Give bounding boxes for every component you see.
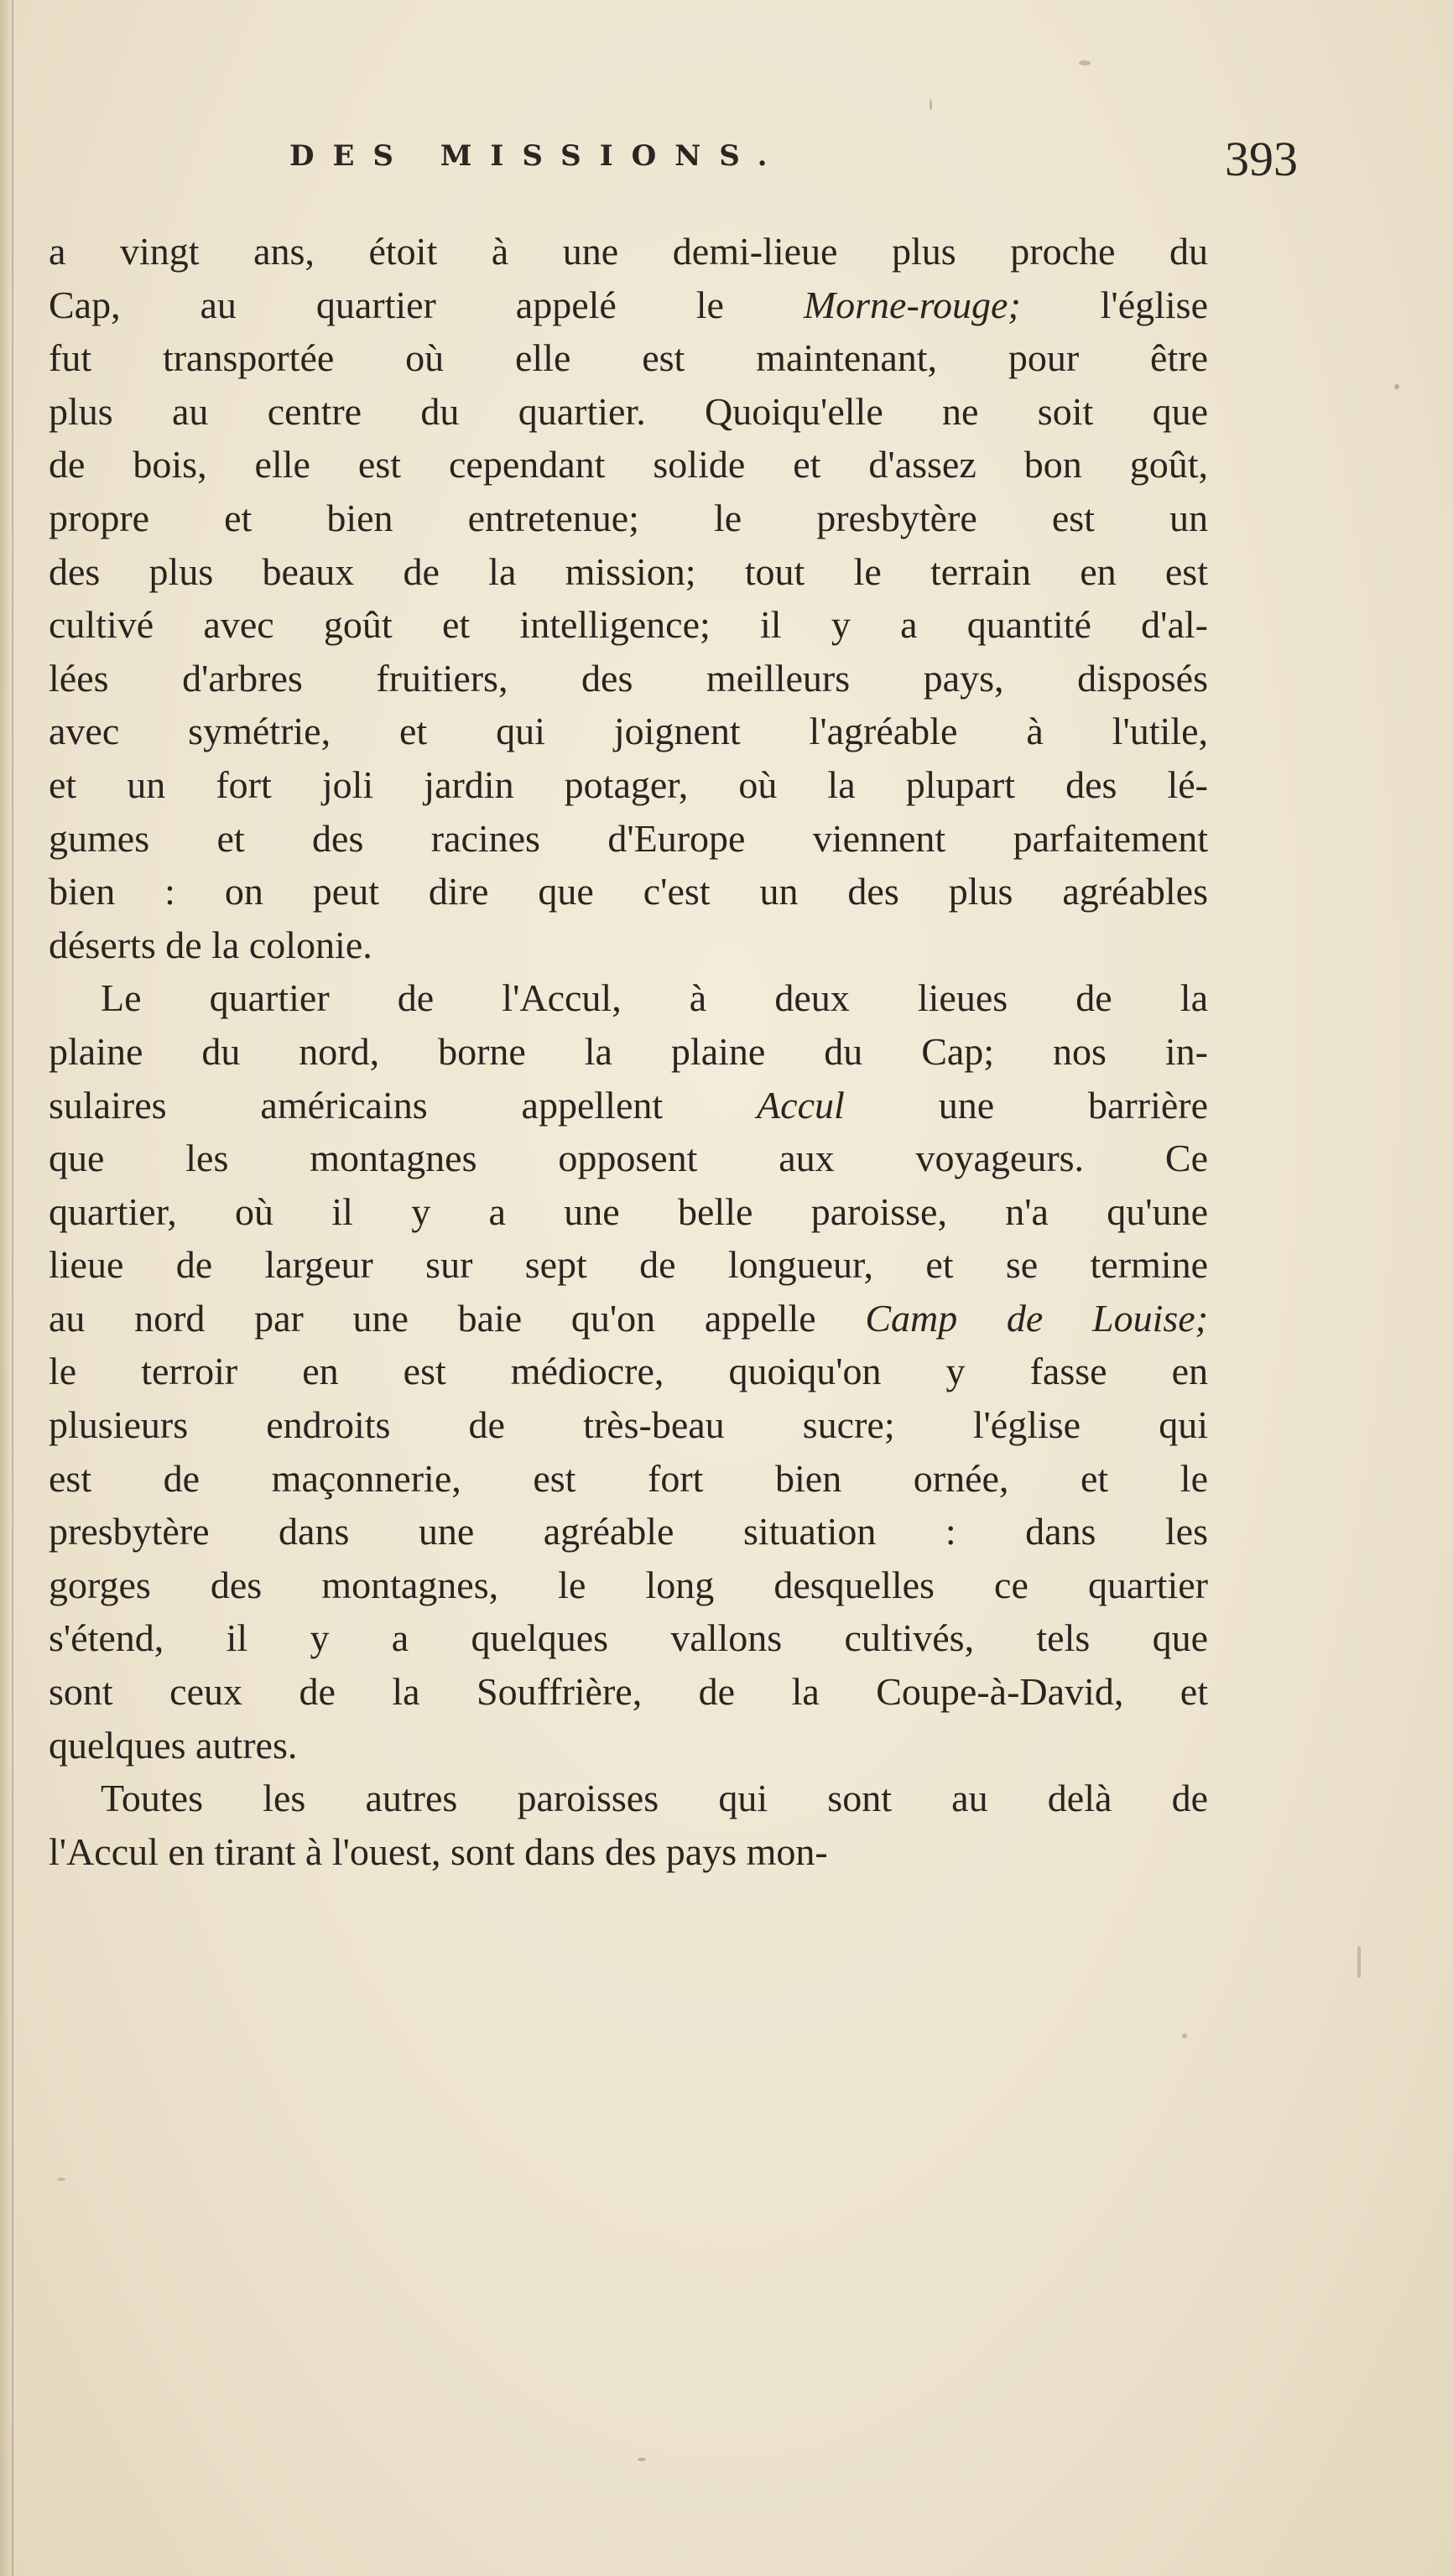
italic-term: Camp de Louise;	[865, 1296, 1208, 1340]
paper-speck	[57, 2178, 65, 2181]
text-line	[49, 705, 1208, 758]
text-span: déserts de la colonie.	[49, 923, 372, 966]
text-span: au nord par une baie qu'on appelle	[49, 1296, 866, 1340]
text-span: propre et bien entretenue; le presbytère est un	[49, 496, 1208, 539]
text-span: sont ceux de la Souffrière, de la Coupe-à-David, et	[49, 1670, 1208, 1714]
text-span: Le quartier de l'Accul, à deux lieues de la	[101, 976, 1208, 1020]
text-line	[49, 758, 1208, 812]
text-line	[49, 1772, 1208, 1825]
text-line	[49, 1719, 1208, 1772]
text-span: s'étend, il y a quelques vallons cultivés, tels que	[49, 1616, 1208, 1660]
text-line	[49, 492, 1208, 545]
page-number: 393	[1225, 132, 1298, 186]
text-span: l'Accul en tirant à l'ouest, sont dans des pays mon-	[49, 1829, 828, 1873]
text-line	[49, 971, 1208, 1025]
text-span: et un fort joli jardin potager, où la plupart des lé-	[49, 762, 1208, 806]
paper-speck	[638, 2458, 646, 2461]
text-line	[49, 652, 1208, 705]
text-span: est de maçonnerie, est fort bien ornée, et le	[49, 1456, 1208, 1500]
page-gutter-line	[12, 0, 13, 2576]
text-span: le terroir en est médiocre, quoiqu'on y fasse en	[49, 1350, 1208, 1393]
text-line	[49, 1025, 1208, 1079]
paper-speck	[930, 99, 932, 111]
text-line	[49, 1505, 1208, 1559]
italic-term: Accul	[757, 1083, 845, 1127]
text-span: Toutes les autres paroisses qui sont au delà de	[101, 1777, 1208, 1820]
paper-speck	[1079, 60, 1091, 65]
text-span: plusieurs endroits de très-beau sucre; l'église qui	[49, 1403, 1208, 1447]
running-title: DES MISSIONS.	[289, 139, 786, 173]
text-span: Cap, au quartier appelé le	[49, 283, 804, 326]
text-span: fut transportée où elle est maintenant, pour être	[49, 336, 1208, 380]
text-span: quelques autres.	[49, 1723, 298, 1767]
text-span: gorges des montagnes, le long desquelles ce quartier	[49, 1563, 1208, 1606]
text-span: bien : on peut dire que c'est un des plus agréables	[49, 870, 1208, 913]
text-line	[49, 438, 1208, 492]
text-line	[49, 1665, 1208, 1719]
text-line	[49, 1611, 1208, 1665]
text-line	[49, 225, 1208, 278]
text-span: plus au centre du quartier. Quoiqu'elle ne soit que	[49, 389, 1208, 433]
text-line	[49, 1398, 1208, 1452]
text-span: des plus beaux de la mission; tout le terrain en est	[49, 549, 1208, 593]
text-line	[49, 1185, 1208, 1239]
text-span: quartier, où il y a une belle paroisse, n'a qu'une	[49, 1189, 1208, 1233]
text-line	[49, 919, 1208, 972]
text-span: presbytère dans une agréable situation : dans les	[49, 1510, 1208, 1553]
paper-speck	[1357, 1946, 1361, 1978]
text-line	[49, 812, 1208, 866]
page-gutter-shadow	[0, 0, 12, 2576]
text-span: lées d'arbres fruitiers, des meilleurs pays, disposés	[49, 656, 1208, 700]
text-line	[49, 278, 1208, 332]
text-span: plaine du nord, borne la plaine du Cap; nos in-	[49, 1029, 1208, 1073]
text-line	[49, 331, 1208, 385]
text-line	[49, 545, 1208, 599]
text-line	[49, 1292, 1208, 1345]
text-line	[49, 598, 1208, 652]
text-line	[49, 1345, 1208, 1398]
running-head	[289, 132, 1298, 191]
text-line	[49, 1079, 1208, 1132]
text-span: lieue de largeur sur sept de longueur, et se termine	[49, 1243, 1208, 1287]
paper-speck	[1182, 2033, 1187, 2038]
text-span: avec symétrie, et qui joignent l'agréable à l'utile,	[49, 710, 1208, 753]
text-span: gumes et des racines d'Europe viennent parfaitement	[49, 816, 1208, 860]
text-line	[49, 385, 1208, 439]
text-span: que les montagnes opposent aux voyageurs. Ce	[49, 1137, 1208, 1180]
paper-speck	[1394, 384, 1399, 389]
text-line	[49, 1452, 1208, 1506]
text-span: l'église	[1020, 283, 1208, 326]
italic-term: Morne-rouge;	[803, 283, 1021, 326]
body-text	[49, 225, 1208, 1878]
text-span: une barrière	[844, 1083, 1208, 1127]
text-span: cultivé avec goût et intelligence; il y a quantité d'al-	[49, 603, 1208, 647]
text-span: a vingt ans, étoit à une demi-lieue plus proche du	[49, 230, 1208, 273]
text-line	[49, 1132, 1208, 1185]
text-line	[49, 1825, 1208, 1879]
text-line	[49, 865, 1208, 919]
text-line	[49, 1559, 1208, 1612]
text-span: de bois, elle est cependant solide et d'assez bon goût,	[49, 443, 1208, 487]
text-line	[49, 1238, 1208, 1292]
text-span: sulaires américains appellent	[49, 1083, 758, 1127]
